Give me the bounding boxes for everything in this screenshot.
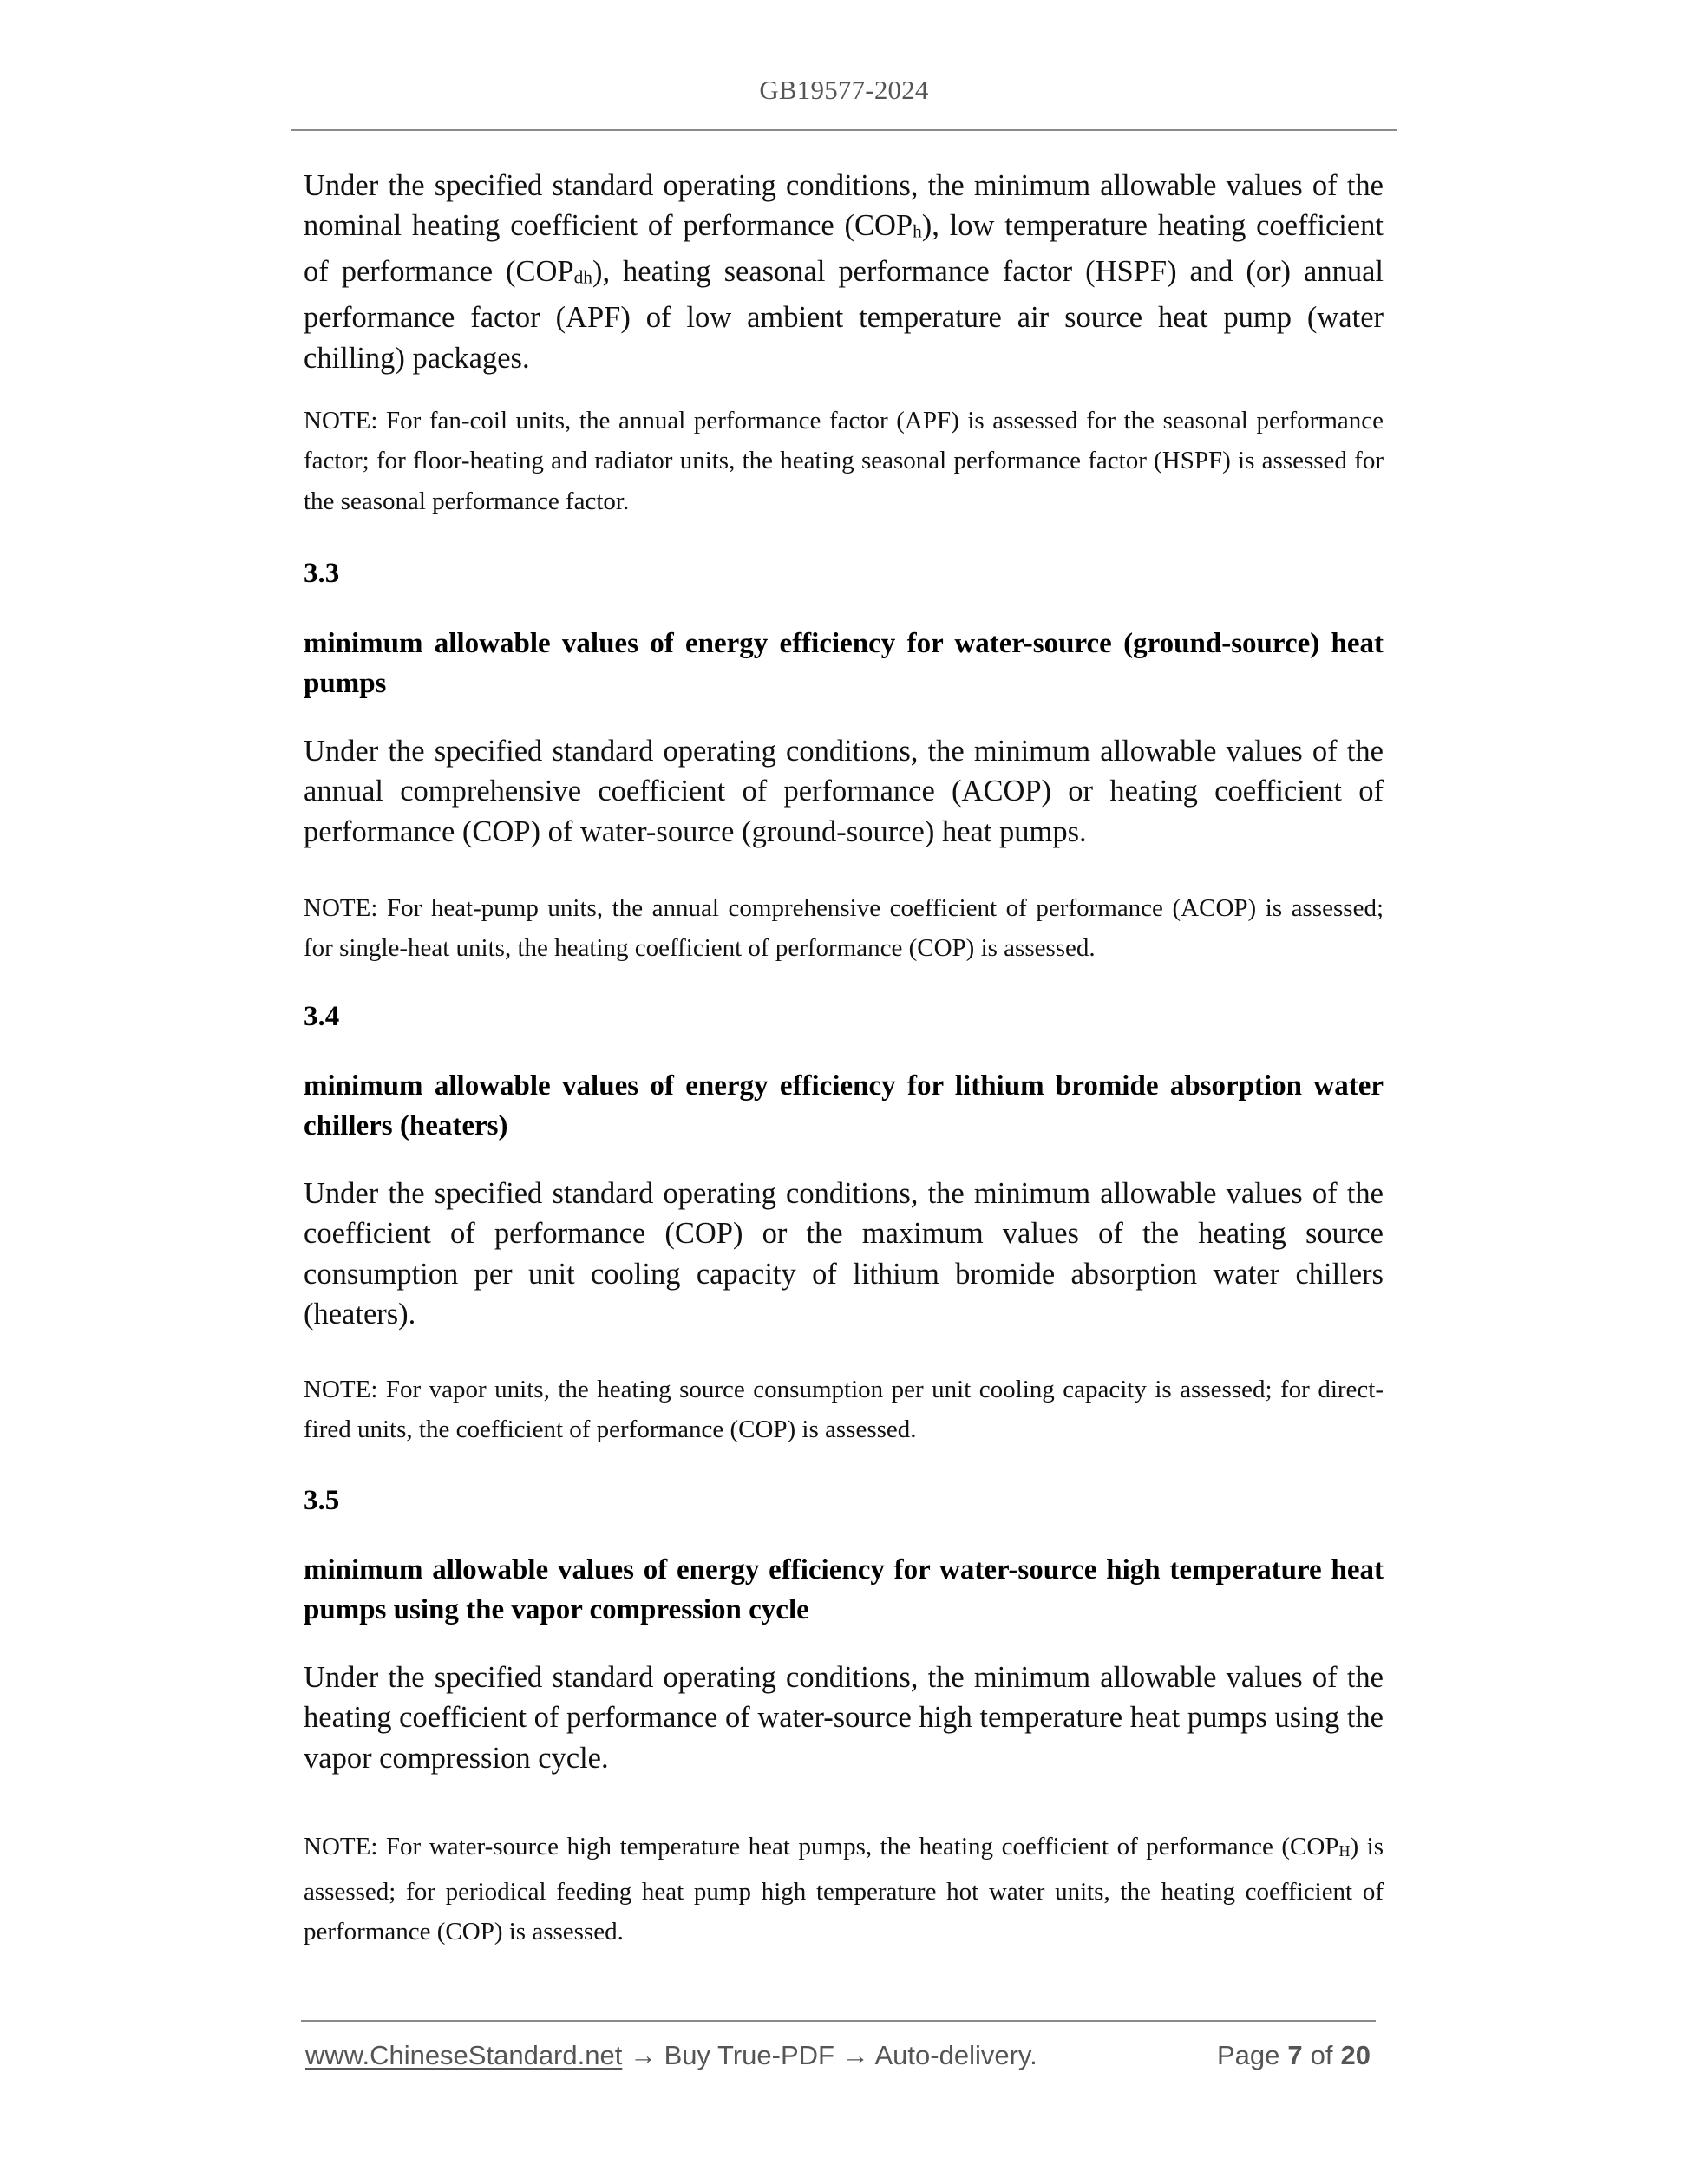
page-footer [305,2040,1376,2076]
arrow-right-icon: → [629,2040,657,2070]
chinesestandard-link[interactable]: www.ChineseStandard.net [305,2040,623,2070]
section-3-5-title-block [304,1550,1384,1631]
page-current: 7 [1287,2040,1303,2070]
section-paragraph: Under the specified standard operating conditions, the minimum allowable values of the heating coefficient of performance of water-source high temperature heat pumps using the vapor compression cycle. [304,1661,1384,1775]
section-paragraph: Under the specified standard operating conditions, the minimum allowable values of the coefficient of performance (COP) or the maximum values of the heating source consumption per unit cooling capacity of lithium bromide absorption water chillers (heaters). [304,1177,1384,1331]
footer-promo [305,2040,1037,2071]
auto-delivery-text: Auto-delivery. [874,2040,1037,2070]
page-label: Page [1217,2040,1280,2070]
intro-paragraph-block [304,166,1384,378]
arrow-right-icon: → [841,2040,869,2070]
document-code-header: GB19577-2024 [759,75,929,105]
buy-true-pdf-text: Buy True-PDF [664,2040,834,2070]
section-title: minimum allowable values of energy efficiency for water-source high temperature heat pumps using the vapor compression cycle [304,1554,1384,1626]
section-3-3-paragraph-block [304,731,1384,852]
section-note: NOTE: For vapor units, the heating source consumption per unit cooling capacity is assessed; for direct-fired units, the coefficient of performance (COP) is assessed. [304,1376,1384,1444]
header-divider [291,129,1397,131]
section-3-3-title-block [304,624,1384,704]
subscript-H: H [1338,1842,1351,1860]
subscript-dh: dh [573,266,592,288]
section-number: 3.4 [304,1001,340,1032]
section-3-4-note-block [304,1370,1384,1450]
section-note: NOTE: For heat-pump units, the annual comprehensive coefficient of performance (ACOP) is assessed; for single-heat units, the heating coefficient of performance (COP) is assessed. [304,894,1384,963]
section-3-4-number-block [304,997,1384,1036]
section-paragraph: Under the specified standard operating conditions, the minimum allowable values of the annual comprehensive coefficient of performance (ACOP) or heating coefficient of performance (COP) of water-source (ground-source) heat pumps. [304,735,1384,848]
of-label: of [1310,2040,1333,2070]
section-3-3-note-block [304,888,1384,969]
intro-note: NOTE: For fan-coil units, the annual performance factor (APF) is assessed for the seasonal performance factor; for floor-heating and radiator units, the heating seasonal performance factor (HSPF) is assessed for the seasonal performance factor. [304,407,1384,515]
intro-note-block [304,401,1384,521]
section-3-4-paragraph-block [304,1174,1384,1335]
subscript-h: h [913,220,922,242]
section-note: NOTE: For water-source high temperature heat pumps, the heating coefficient of performance (COPH) is assessed; for periodical feeding heat pump high temperature hot water units, the heating coefficient of performance (COP) is assessed. [304,1833,1384,1945]
page-indicator [1217,2040,1371,2071]
intro-paragraph: Under the specified standard operating conditions, the minimum allowable values of the nominal heating coefficient of performance (COPh), low temperature heating coefficient of performance (COPdh), heating seasonal performance factor (HSPF) and (or) annual performance factor (APF) of low ambient temperature air source heat pump (water chilling) packages. [304,169,1384,375]
section-number: 3.5 [304,1485,340,1516]
section-title: minimum allowable values of energy efficiency for lithium bromide absorption water chillers (heaters) [304,1070,1384,1142]
section-3-5-paragraph-block [304,1658,1384,1778]
section-3-3-number-block [304,553,1384,593]
section-3-5-note-block [304,1827,1384,1952]
page-total: 20 [1340,2040,1371,2070]
section-3-5-number-block [304,1481,1384,1520]
section-title: minimum allowable values of energy efficiency for water-source (ground-source) heat pumps [304,628,1384,700]
section-number: 3.3 [304,558,340,589]
section-3-4-title-block [304,1066,1384,1147]
footer-divider [301,2020,1376,2022]
